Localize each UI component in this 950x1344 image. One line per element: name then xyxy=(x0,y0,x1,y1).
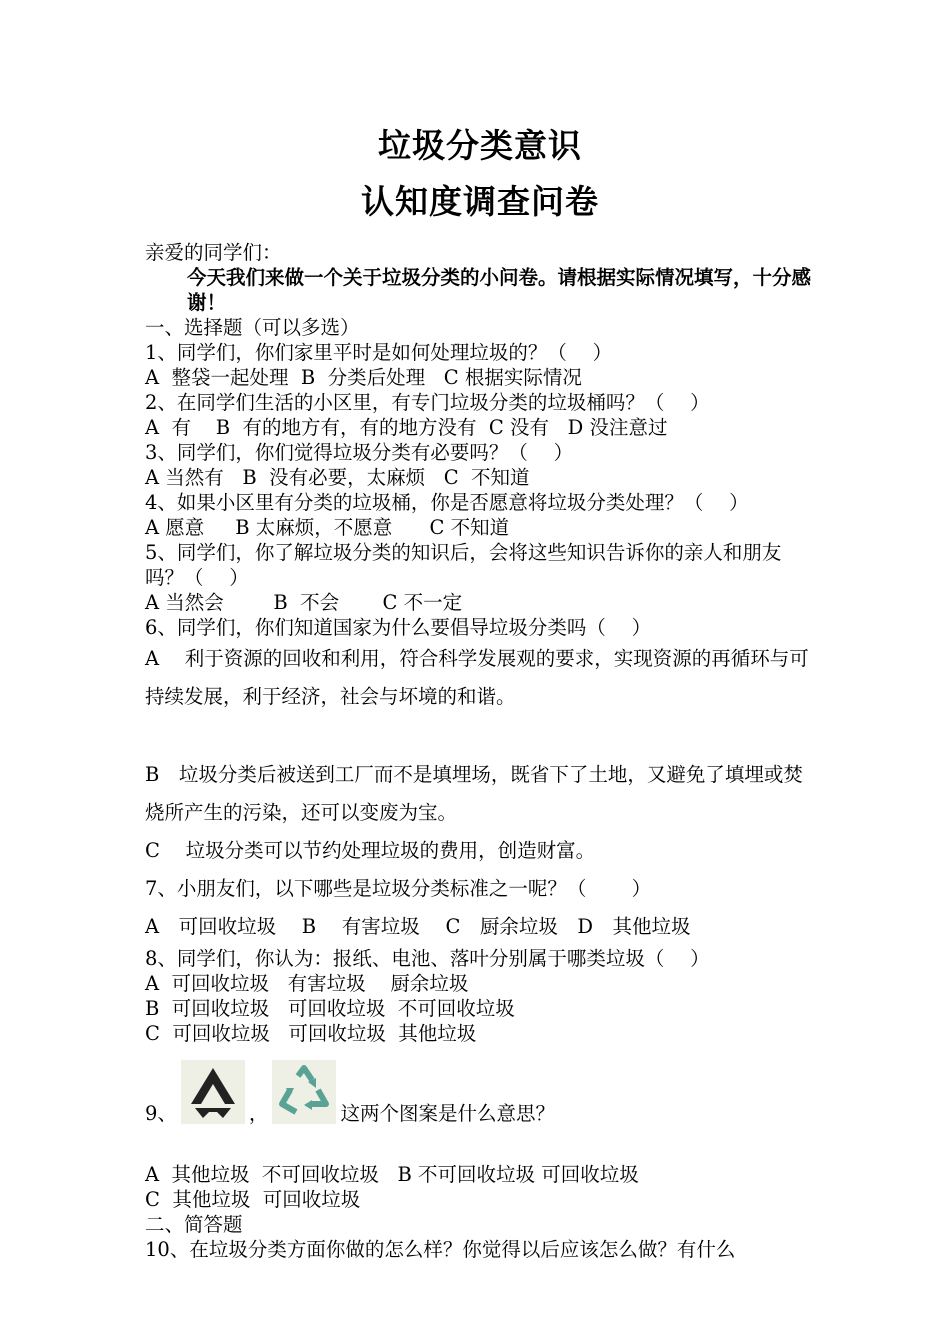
question-5: 5、同学们，你了解垃圾分类的知识后，会将这些知识告诉你的亲人和朋友吗？（ ） xyxy=(145,541,782,589)
question-7-options: A 可回收垃圾 B 有害垃圾 C 厨余垃圾 D 其他垃圾 xyxy=(145,915,691,938)
question-10: 10、在垃圾分类方面你做的怎么样？你觉得以后应该怎么做？有什么 xyxy=(145,1238,736,1261)
question-8-option-a: A 可回收垃圾 有害垃圾 厨余垃圾 xyxy=(145,972,469,995)
recyclable-symbol-icon xyxy=(272,1060,336,1124)
question-8-option-b: B 可回收垃圾 可回收垃圾 不可回收垃圾 xyxy=(145,997,515,1020)
question-3: 3、同学们，你们觉得垃圾分类有必要吗？（ ） xyxy=(145,441,574,464)
question-8: 8、同学们，你认为：报纸、电池、落叶分别属于哪类垃圾（ ） xyxy=(145,947,710,970)
question-2-options: A 有 B 有的地方有，有的地方没有 C 没有 D 没注意过 xyxy=(145,416,668,439)
spacer xyxy=(145,716,815,756)
survey-page xyxy=(145,120,815,1262)
section-2-heading: 二、简答题 xyxy=(145,1213,243,1236)
title-line-1: 垃圾分类意识 xyxy=(378,126,582,165)
question-6-option-b: B 垃圾分类后被送到工厂而不是填埋场，既省下了土地，又避免了填埋或焚烧所产生的污染，还可以变废为宝。 xyxy=(145,763,803,824)
title-line-2: 认知度调查问卷 xyxy=(361,182,599,221)
question-6-option-a: A 利于资源的回收和利用，符合科学发展观的要求，实现资源的再循环与可持续发展，利于经济，社会与坏境的和谐。 xyxy=(145,647,809,708)
question-8-option-c: C 可回收垃圾 可回收垃圾 其他垃圾 xyxy=(145,1022,477,1045)
question-9-text: 这两个图案是什么意思？ xyxy=(340,1102,555,1125)
survey-body xyxy=(145,240,815,1262)
intro-paragraph: 今天我们来做一个关于垃圾分类的小问卷。请根据实际情况填写，十分感谢！ xyxy=(187,266,812,314)
question-9 xyxy=(145,1054,815,1126)
question-1-options: A 整袋一起处理 B 分类后处理 C 根据实际情况 xyxy=(145,366,582,389)
section-1-heading: 一、选择题（可以多选） xyxy=(145,316,360,339)
non-recyclable-symbol-icon xyxy=(181,1060,245,1124)
question-9-number: 9、 xyxy=(145,1102,177,1125)
question-9-options-c: C 其他垃圾 可回收垃圾 xyxy=(145,1188,361,1211)
question-4-options: A 愿意 B 太麻烦，不愿意 C 不知道 xyxy=(145,516,510,539)
question-9-separator: ， xyxy=(248,1102,269,1125)
question-2: 2、在同学们生活的小区里，有专门垃圾分类的垃圾桶吗？（ ） xyxy=(145,391,710,414)
question-4: 4、如果小区里有分类的垃圾桶，你是否愿意将垃圾分类处理？（ ） xyxy=(145,491,749,514)
question-9-options-ab: A 其他垃圾 不可回收垃圾 B 不可回收垃圾 可回收垃圾 xyxy=(145,1163,639,1186)
question-7: 7、小朋友们，以下哪些是垃圾分类标准之一呢？（ ） xyxy=(145,877,652,900)
question-1: 1、同学们，你们家里平时是如何处理垃圾的？（ ） xyxy=(145,341,613,364)
question-5-options: A 当然会 B 不会 C 不一定 xyxy=(145,591,463,614)
question-6: 6、同学们，你们知道国家为什么要倡导垃圾分类吗（ ） xyxy=(145,616,652,639)
question-9-options xyxy=(145,1162,815,1212)
question-6-option-c: C 垃圾分类可以节约处理垃圾的费用，创造财富。 xyxy=(145,839,596,862)
question-3-options: A 当然有 B 没有必要，太麻烦 C 不知道 xyxy=(145,466,530,489)
greeting: 亲爱的同学们： xyxy=(145,241,282,264)
